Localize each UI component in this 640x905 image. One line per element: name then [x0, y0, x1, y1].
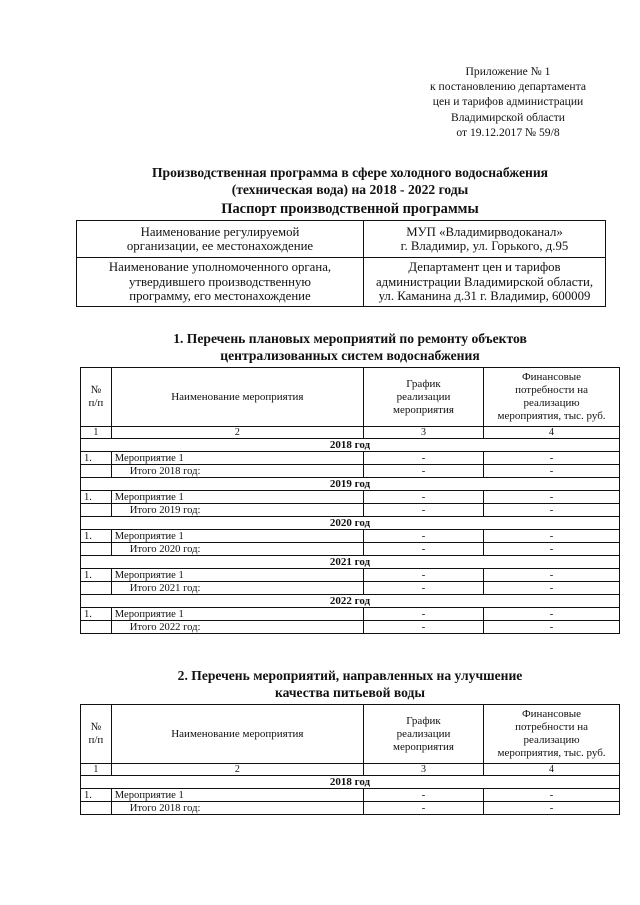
- finance-value: -: [484, 465, 620, 478]
- schedule-value: -: [363, 569, 483, 582]
- total-label: Итого 2018 год:: [111, 802, 363, 815]
- appendix-line: Владимирской области: [451, 110, 565, 124]
- total-row: [81, 802, 620, 815]
- finance-value: -: [484, 582, 620, 595]
- year-label: 2018 год: [81, 439, 620, 452]
- row-number: 1.: [81, 608, 112, 621]
- appendix-line: Приложение № 1: [465, 65, 551, 78]
- year-label: 2019 год: [81, 478, 620, 491]
- document-title: [60, 164, 640, 198]
- row-number: 1.: [81, 491, 112, 504]
- year-row: [81, 595, 620, 608]
- schedule-value: -: [363, 465, 483, 478]
- finance-value: -: [484, 569, 620, 582]
- table-row: [81, 789, 620, 802]
- event-name: Мероприятие 1: [111, 530, 363, 543]
- table-row: [81, 608, 620, 621]
- passport-title: Паспорт производственной программы: [221, 201, 479, 217]
- header-row: [81, 368, 620, 427]
- finance-value: -: [484, 789, 620, 802]
- header-num: № п/п: [81, 368, 112, 427]
- schedule-value: -: [363, 504, 483, 517]
- event-name: Мероприятие 1: [111, 569, 363, 582]
- header-finance: Финансовые потребности на реализацию мероприятия, тыс. руб.: [484, 368, 620, 427]
- finance-value: -: [484, 491, 620, 504]
- total-label: Итого 2018 год:: [111, 465, 363, 478]
- finance-value: -: [484, 802, 620, 815]
- header-schedule: График реализации мероприятия: [363, 368, 483, 427]
- schedule-value: -: [363, 491, 483, 504]
- finance-value: -: [484, 504, 620, 517]
- empty-cell: [81, 543, 112, 556]
- row-number: 1.: [81, 569, 112, 582]
- appendix-line: от 19.12.2017 № 59/8: [456, 125, 560, 139]
- total-label: Итого 2022 год:: [111, 621, 363, 634]
- row-number: 1.: [81, 452, 112, 465]
- year-row: [81, 478, 620, 491]
- year-label: 2020 год: [81, 517, 620, 530]
- header-schedule: График реализации мероприятия: [363, 705, 483, 764]
- header-name: Наименование мероприятия: [111, 705, 363, 764]
- table-row: [81, 569, 620, 582]
- section-2-title: 2. Перечень мероприятий, направленных на улучшение качества питьевой воды: [177, 668, 523, 700]
- column-number: 3: [363, 764, 483, 776]
- schedule-value: -: [363, 608, 483, 621]
- events-table-2: [80, 704, 620, 815]
- column-number: 2: [111, 427, 363, 439]
- passport-row: [77, 221, 606, 258]
- schedule-value: -: [363, 621, 483, 634]
- event-name: Мероприятие 1: [111, 491, 363, 504]
- appendix-line: цен и тарифов администрации: [432, 95, 584, 109]
- column-number: 4: [484, 427, 620, 439]
- empty-cell: [81, 504, 112, 517]
- passport-label: Наименование регулируемой организации, ее местонахождение: [77, 221, 364, 258]
- passport-table: [76, 220, 606, 307]
- header-finance: Финансовые потребности на реализацию мероприятия, тыс. руб.: [484, 705, 620, 764]
- year-row: [81, 439, 620, 452]
- row-number: 1.: [81, 530, 112, 543]
- column-number: 1: [81, 764, 112, 776]
- finance-value: -: [484, 608, 620, 621]
- event-name: Мероприятие 1: [111, 452, 363, 465]
- events-table-1: [80, 367, 620, 634]
- schedule-value: -: [363, 582, 483, 595]
- column-number-row: [81, 764, 620, 776]
- finance-value: -: [484, 530, 620, 543]
- year-row: [81, 517, 620, 530]
- empty-cell: [81, 582, 112, 595]
- passport-value: Департамент цен и тарифов администрации Владимирской области, ул. Каманина д.31 г. Владимир, 600009: [364, 258, 606, 307]
- appendix-line: к постановлению департамента: [430, 80, 586, 94]
- total-label: Итого 2020 год:: [111, 543, 363, 556]
- total-row: [81, 504, 620, 517]
- year-label: 2018 год: [81, 776, 620, 789]
- schedule-value: -: [363, 543, 483, 556]
- finance-value: -: [484, 621, 620, 634]
- column-number: 2: [111, 764, 363, 776]
- finance-value: -: [484, 452, 620, 465]
- table-row: [81, 530, 620, 543]
- total-row: [81, 465, 620, 478]
- total-row: [81, 582, 620, 595]
- header-name: Наименование мероприятия: [111, 368, 363, 427]
- schedule-value: -: [363, 452, 483, 465]
- schedule-value: -: [363, 530, 483, 543]
- column-number: 1: [81, 427, 112, 439]
- table-row: [81, 491, 620, 504]
- table-row: [81, 452, 620, 465]
- row-number: 1.: [81, 789, 112, 802]
- title-line: Производственная программа в сфере холодного водоснабжения: [151, 165, 549, 180]
- title-line: (техническая вода) на 2018 - 2022 годы: [231, 182, 469, 197]
- passport-label: Наименование уполномоченного органа, утвердившего производственную программу, его местонахождение: [77, 258, 364, 307]
- empty-cell: [81, 802, 112, 815]
- event-name: Мероприятие 1: [111, 789, 363, 802]
- year-label: 2021 год: [81, 556, 620, 569]
- total-label: Итого 2019 год:: [111, 504, 363, 517]
- passport-row: [77, 258, 606, 307]
- schedule-value: -: [363, 789, 483, 802]
- passport-value: МУП «Владимирводоканал» г. Владимир, ул. Горького, д.95: [364, 221, 606, 258]
- year-row: [81, 776, 620, 789]
- total-row: [81, 621, 620, 634]
- header-row: [81, 705, 620, 764]
- total-label: Итого 2021 год:: [111, 582, 363, 595]
- finance-value: -: [484, 543, 620, 556]
- total-row: [81, 543, 620, 556]
- year-row: [81, 556, 620, 569]
- appendix-block: [420, 64, 596, 140]
- year-label: 2022 год: [81, 595, 620, 608]
- section-1-title: 1. Перечень плановых мероприятий по ремонту объектов централизованных систем водоснабжения: [173, 331, 527, 363]
- column-number-row: [81, 427, 620, 439]
- schedule-value: -: [363, 802, 483, 815]
- column-number: 4: [484, 764, 620, 776]
- empty-cell: [81, 465, 112, 478]
- column-number: 3: [363, 427, 483, 439]
- event-name: Мероприятие 1: [111, 608, 363, 621]
- empty-cell: [81, 621, 112, 634]
- header-num: № п/п: [81, 705, 112, 764]
